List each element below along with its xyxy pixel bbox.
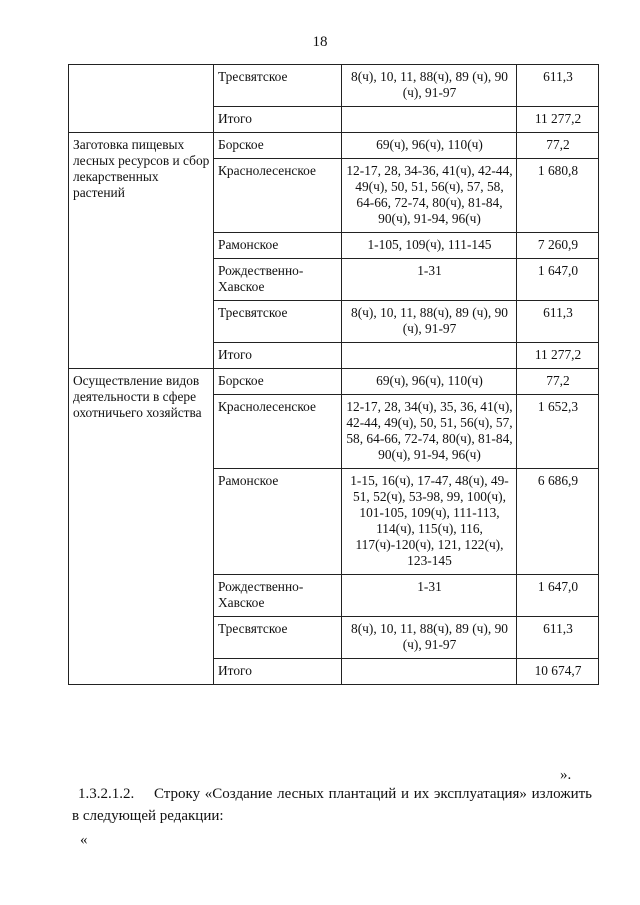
district-cell: Рождественно-Хавское [214,259,342,301]
amendment-paragraph: 1.3.2.1.2. Строку «Создание лесных плантаций и их эксплуатация» изложить в следующей редакции: [72,786,592,824]
area-cell: 77,2 [517,133,599,159]
forest-zones-table [68,64,599,685]
blocks-cell: 1-15, 16(ч), 17-47, 48(ч), 49-51, 52(ч), 53-98, 99, 100(ч), 101-105, 109(ч), 111-113, 114(ч), 115(ч), 116, 117(ч)-120(ч), 121, 122(ч), 123-145 [342,469,517,575]
district-cell: Тресвятское [214,301,342,343]
district-cell: Краснолесенское [214,395,342,469]
activity-cell: Осуществление видов деятельности в сфере охотничьего хозяйства [69,369,214,685]
district-cell: Тресвятское [214,65,342,107]
district-cell: Рамонское [214,233,342,259]
blocks-cell: 1-31 [342,259,517,301]
district-cell: Тресвятское [214,617,342,659]
area-cell: 611,3 [517,617,599,659]
area-cell: 1 652,3 [517,395,599,469]
area-cell: 77,2 [517,369,599,395]
blocks-cell: 12-17, 28, 34(ч), 35, 36, 41(ч), 42-44, 49(ч), 50, 51, 56(ч), 57, 58, 64-66, 72-74, 80(ч), 81-84, 90(ч), 91-94, 96(ч) [342,395,517,469]
blocks-cell: 69(ч), 96(ч), 110(ч) [342,133,517,159]
area-cell: 11 277,2 [517,107,599,133]
area-cell: 1 647,0 [517,259,599,301]
district-cell: Краснолесенское [214,159,342,233]
area-cell: 6 686,9 [517,469,599,575]
blocks-cell: 8(ч), 10, 11, 88(ч), 89 (ч), 90 (ч), 91-97 [342,617,517,659]
district-cell: Рамонское [214,469,342,575]
activity-cell [69,65,214,133]
district-cell: Рождественно-Хавское [214,575,342,617]
blocks-cell: 1-105, 109(ч), 111-145 [342,233,517,259]
activity-cell: Заготовка пищевых лесных ресурсов и сбор лекарственных растений [69,133,214,369]
table-row [69,369,599,395]
blocks-cell [342,107,517,133]
table-row [69,133,599,159]
area-cell: 1 680,8 [517,159,599,233]
area-cell: 1 647,0 [517,575,599,617]
district-cell: Борское [214,133,342,159]
area-cell: 7 260,9 [517,233,599,259]
closing-quote: ». [560,767,572,783]
page-number: 18 [312,34,328,50]
district-cell: Борское [214,369,342,395]
blocks-cell: 12-17, 28, 34-36, 41(ч), 42-44, 49(ч), 50, 51, 56(ч), 57, 58, 64-66, 72-74, 80(ч), 81-84, 90(ч), 91-94, 96(ч) [342,159,517,233]
district-cell: Итого [214,107,342,133]
area-cell: 611,3 [517,301,599,343]
district-cell: Итого [214,343,342,369]
opening-quote: « [80,832,88,848]
table-row [69,65,599,107]
blocks-cell: 8(ч), 10, 11, 88(ч), 89 (ч), 90 (ч), 91-97 [342,301,517,343]
blocks-cell: 8(ч), 10, 11, 88(ч), 89 (ч), 90 (ч), 91-97 [342,65,517,107]
blocks-cell: 69(ч), 96(ч), 110(ч) [342,369,517,395]
district-cell: Итого [214,659,342,685]
blocks-cell [342,343,517,369]
blocks-cell: 1-31 [342,575,517,617]
area-cell: 11 277,2 [517,343,599,369]
blocks-cell [342,659,517,685]
area-cell: 10 674,7 [517,659,599,685]
area-cell: 611,3 [517,65,599,107]
